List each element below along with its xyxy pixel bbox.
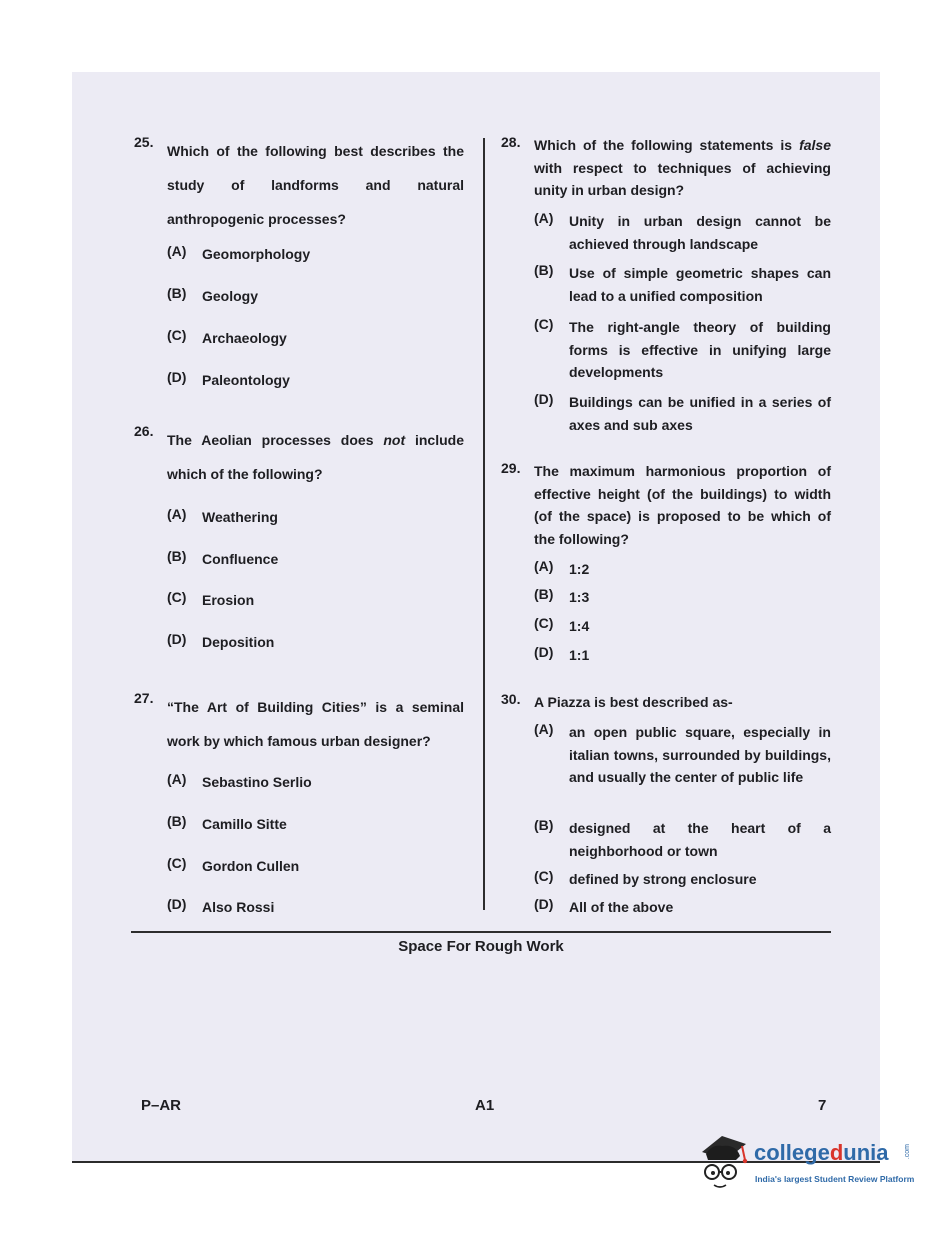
emphasis-word: not xyxy=(383,432,406,448)
q26-option-c xyxy=(167,589,254,612)
q25-option-a xyxy=(167,243,310,266)
q25-option-d xyxy=(167,369,290,392)
option-label: (C) xyxy=(167,855,187,871)
option-text: The right-angle theory of building forms is effective in unifying large developments xyxy=(569,319,831,380)
option-text: Geology xyxy=(202,288,259,304)
option-label: (D) xyxy=(534,896,554,912)
question-number: 26. xyxy=(134,423,154,439)
rough-work-rule xyxy=(131,931,831,933)
option-label: (C) xyxy=(534,316,554,332)
q29-option-c xyxy=(534,615,831,638)
option-label: (B) xyxy=(167,548,187,564)
question-text: A Piazza is best described as- xyxy=(534,694,733,710)
option-label: (A) xyxy=(534,721,554,737)
option-label: (C) xyxy=(167,589,187,605)
question-number: 27. xyxy=(134,690,154,706)
option-text: All of the above xyxy=(569,899,674,915)
option-label: (C) xyxy=(534,615,554,631)
question-number: 29. xyxy=(501,460,521,476)
q26-option-a xyxy=(167,506,278,529)
question-26 xyxy=(134,423,464,491)
q29-option-b xyxy=(534,586,831,609)
question-number: 30. xyxy=(501,691,521,707)
rough-work-label: Space For Rough Work xyxy=(398,938,564,955)
paper-code: P–AR xyxy=(141,1097,182,1114)
question-30 xyxy=(501,691,831,714)
question-text: The Aeolian processes does not include which of the following? xyxy=(167,432,464,482)
option-text: Deposition xyxy=(202,634,275,650)
q30-option-a xyxy=(534,721,831,789)
option-label: (B) xyxy=(534,262,554,278)
option-text: Use of simple geometric shapes can lead to a unified composition xyxy=(569,265,831,304)
emphasis-word: false xyxy=(799,137,831,153)
brand-name: collegedunia xyxy=(754,1140,889,1165)
q30-option-c xyxy=(534,868,831,891)
page-number: 7 xyxy=(818,1097,827,1114)
q25-option-c xyxy=(167,327,287,350)
option-text: Unity in urban design cannot be achieved through landscape xyxy=(569,213,831,252)
option-text: Confluence xyxy=(202,551,279,567)
q29-option-a xyxy=(534,558,831,581)
booklet-code: A1 xyxy=(475,1097,495,1114)
question-25 xyxy=(134,134,464,236)
q26-option-d xyxy=(167,631,274,654)
q27-option-d xyxy=(167,896,274,919)
q27-option-a xyxy=(167,771,312,794)
q28-option-b xyxy=(534,262,831,307)
question-28 xyxy=(501,134,831,202)
option-label: (D) xyxy=(167,896,187,912)
option-text: Archaeology xyxy=(202,330,287,346)
option-text: Camillo Sitte xyxy=(202,816,287,832)
q30-option-d xyxy=(534,896,831,919)
question-text: Which of the following statements is false with respect to techniques of achieving unity in urban design? xyxy=(534,137,831,198)
option-text: 1:2 xyxy=(569,561,590,577)
q30-option-b xyxy=(534,817,831,862)
option-text: Buildings can be unified in a series of axes and sub axes xyxy=(569,394,831,433)
option-label: (A) xyxy=(167,243,187,259)
option-text: Gordon Cullen xyxy=(202,858,300,874)
q27-option-b xyxy=(167,813,287,836)
option-label: (B) xyxy=(167,285,187,301)
q27-option-c xyxy=(167,855,299,878)
q28-option-d xyxy=(534,391,831,436)
option-text: 1:4 xyxy=(569,618,590,634)
option-text: designed at the heart of a neighborhood or town xyxy=(569,820,831,859)
collegedunia-watermark xyxy=(692,1130,922,1200)
option-label: (D) xyxy=(167,369,187,385)
option-label: (D) xyxy=(534,391,554,407)
question-text: The maximum harmonious proportion of effective height (of the buildings) to width (of the space) is proposed to be which of the following? xyxy=(534,463,831,547)
column-divider xyxy=(483,138,485,910)
option-text: Weathering xyxy=(202,509,278,525)
q29-option-d xyxy=(534,644,831,667)
option-text: Paleontology xyxy=(202,372,290,388)
option-text: 1:3 xyxy=(569,589,590,605)
q28-option-a xyxy=(534,210,831,255)
question-29 xyxy=(501,460,831,550)
option-text: an open public square, especially in italian towns, surrounded by buildings, and usually the center of public life xyxy=(569,724,831,785)
q26-option-b xyxy=(167,548,278,571)
option-label: (C) xyxy=(167,327,187,343)
question-27 xyxy=(134,690,464,758)
option-text: defined by strong enclosure xyxy=(569,871,757,887)
option-text: Also Rossi xyxy=(202,899,275,915)
brand-tagline: India's largest Student Review Platform xyxy=(755,1174,915,1184)
question-text: “The Art of Building Cities” is a seminal work by which famous urban designer? xyxy=(167,699,464,749)
question-number: 28. xyxy=(501,134,521,150)
option-text: Erosion xyxy=(202,592,255,608)
brand-domain: .com xyxy=(904,1144,911,1160)
question-number: 25. xyxy=(134,134,154,150)
option-label: (A) xyxy=(534,558,554,574)
option-text: 1:1 xyxy=(569,647,590,663)
option-text: Sebastino Serlio xyxy=(202,774,312,790)
option-label: (D) xyxy=(534,644,554,660)
option-label: (B) xyxy=(167,813,187,829)
mascot-icon xyxy=(692,1130,752,1196)
option-label: (B) xyxy=(534,817,554,833)
option-label: (C) xyxy=(534,868,554,884)
option-label: (A) xyxy=(167,771,187,787)
option-label: (A) xyxy=(167,506,187,522)
option-label: (B) xyxy=(534,586,554,602)
option-label: (D) xyxy=(167,631,187,647)
q28-option-c xyxy=(534,316,831,384)
option-text: Geomorphology xyxy=(202,246,311,262)
question-text: Which of the following best describes the study of landforms and natural anthropogenic processes? xyxy=(167,143,464,227)
option-label: (A) xyxy=(534,210,554,226)
q25-option-b xyxy=(167,285,258,308)
